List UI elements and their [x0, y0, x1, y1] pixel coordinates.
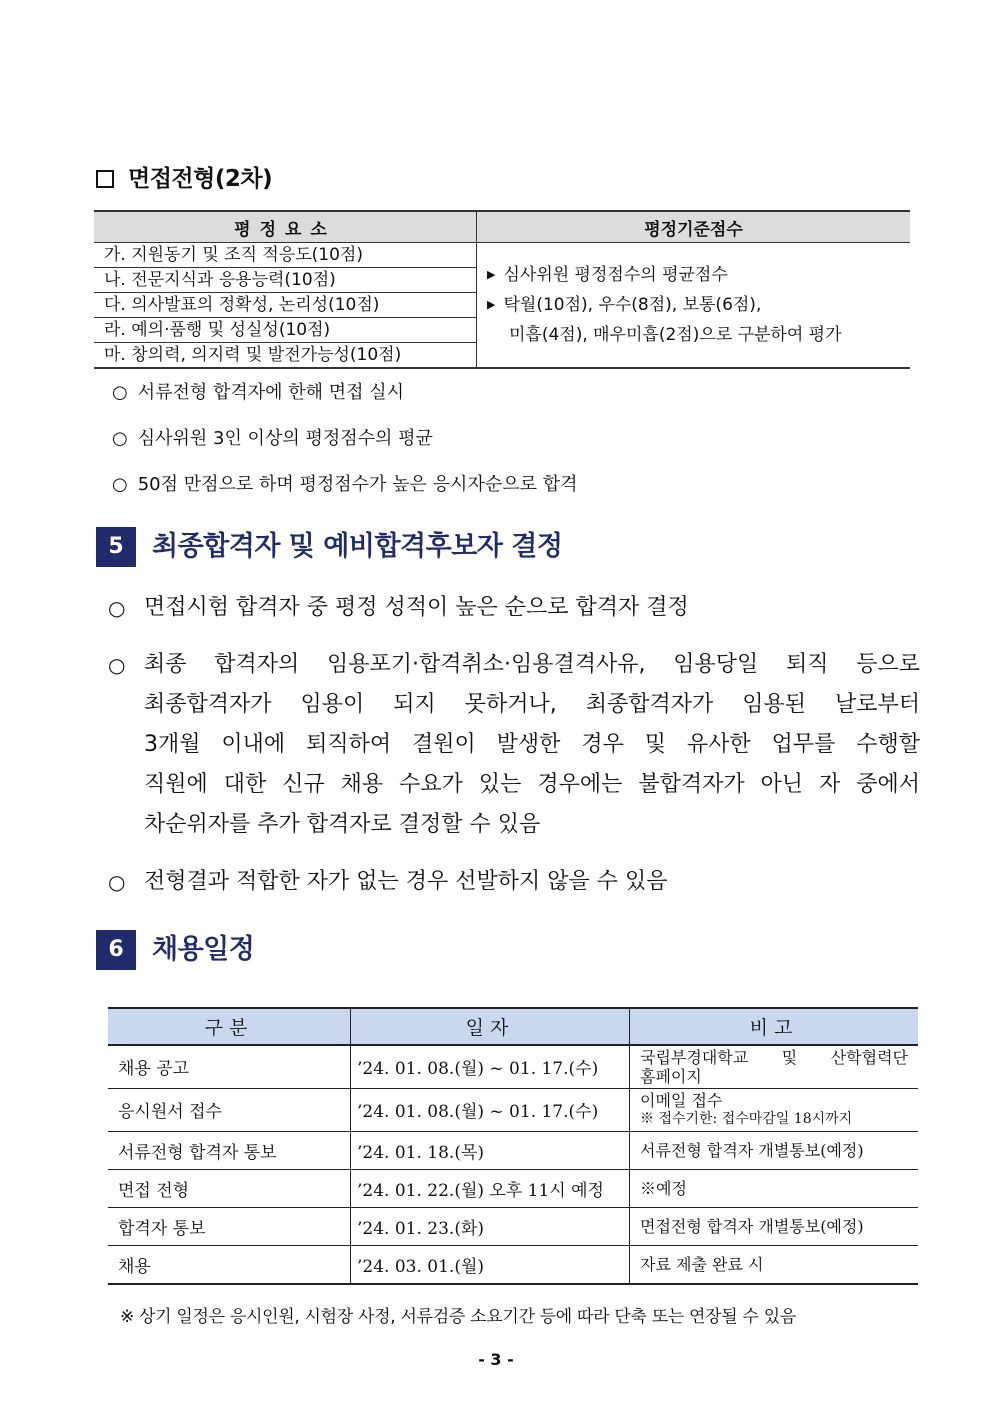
- interview-criteria-table: [94, 210, 910, 369]
- checkbox-square-icon: [96, 170, 114, 188]
- criteria-item: 나. 전문지식과 응용능력(10점): [94, 268, 477, 293]
- list-item: ○ 50점 만점으로 하며 평정점수가 높은 응시자순으로 합격: [112, 474, 578, 495]
- header-score: 평정기준점수: [477, 211, 911, 243]
- table-row: 응시원서 접수 ’24. 01. 08.(월) ~ 01. 17.(수) 이메일 접수 ※ 접수기한: 접수마감일 18시까지: [108, 1088, 918, 1131]
- circle-bullet-icon: ○: [112, 474, 128, 495]
- section-5-number: 5: [96, 527, 136, 567]
- header-date: 일자: [351, 1008, 630, 1045]
- header-category: 구분: [108, 1008, 351, 1045]
- score-description: ▶ 심사위원 평정점수의 평균점수 ▶ 탁월(10점), 우수(8점), 보통(6점), 미흡(4점), 매우미흡(2점)으로 구분하여 평가: [477, 243, 911, 369]
- interview-section-title: 면접전형(2차): [96, 160, 272, 193]
- schedule-table: [108, 1007, 918, 1285]
- table-row: 채용 공고 ’24. 01. 08.(월) ~ 01. 17.(수) 국립부경대학교 및 산학협력단 홈페이지: [108, 1045, 918, 1088]
- section-6-number: 6: [96, 930, 136, 970]
- circle-bullet-icon: ○: [112, 382, 128, 403]
- list-item: ○ 최종 합격자의 임용포기·합격취소·임용결격사유, 임용당일 퇴직 등으로 최종합격자가 임용이 되지 못하거나, 최종합격자가 임용된 날로부터 3개월 이내에 퇴직하여 결원이 발생한 경우 및 유사한 업무를 수행할 직원에 대한 신규 채용 수요가 있는 경우에는 불합격자가 아닌 자 중에서 차순위자를 추가 합격자로 결정할 수 있음: [108, 645, 920, 845]
- circle-bullet-icon: ○: [108, 653, 126, 677]
- criteria-item: 가. 지원동기 및 조직 적응도(10점): [94, 243, 477, 268]
- table-row: 합격자 통보 ’24. 01. 23.(화) 면접전형 합격자 개별통보(예정): [108, 1207, 918, 1245]
- table-row: [94, 243, 910, 268]
- circle-bullet-icon: ○: [108, 870, 126, 894]
- criteria-item: 마. 창의력, 의지력 및 발전가능성(10점): [94, 343, 477, 369]
- header-note: 비고: [630, 1008, 919, 1045]
- triangle-right-icon: ▶: [487, 298, 496, 311]
- schedule-footnote: ※ 상기 일정은 응시인원, 시험장 사정, 서류검증 소요기간 등에 따라 단축 또는 연장될 수 있음: [120, 1307, 796, 1327]
- header-criteria: 평정요소: [94, 211, 477, 243]
- circle-bullet-icon: ○: [108, 596, 126, 620]
- criteria-item: 다. 의사발표의 정확성, 논리성(10점): [94, 293, 477, 318]
- table-row: 채용 ’24. 03. 01.(월) 자료 제출 완료 시: [108, 1245, 918, 1284]
- list-item: ○ 전형결과 적합한 자가 없는 경우 선발하지 않을 수 있음: [108, 862, 920, 902]
- table-header-row: [108, 1008, 918, 1045]
- table-row: 서류전형 합격자 통보 ’24. 01. 18.(목) 서류전형 합격자 개별통보(예정): [108, 1131, 918, 1169]
- table-row: 면접 전형 ’24. 01. 22.(월) 오후 11시 예정 ※예정: [108, 1169, 918, 1207]
- section-5-title: 최종합격자 및 예비합격후보자 결정: [152, 531, 563, 562]
- list-item: ○ 심사위원 3인 이상의 평정점수의 평균: [112, 428, 433, 449]
- list-item: ○ 면접시험 합격자 중 평정 성적이 높은 순으로 합격자 결정: [108, 588, 920, 628]
- list-item: ○ 서류전형 합격자에 한해 면접 실시: [112, 382, 405, 403]
- criteria-item: 라. 예의·품행 및 성실성(10점): [94, 318, 477, 343]
- circle-bullet-icon: ○: [112, 428, 128, 449]
- triangle-right-icon: ▶: [487, 268, 496, 281]
- section-6-title: 채용일정: [152, 934, 255, 965]
- table-header-row: [94, 211, 910, 243]
- interview-notes: [112, 378, 578, 516]
- page-number: - 3 -: [478, 1350, 514, 1369]
